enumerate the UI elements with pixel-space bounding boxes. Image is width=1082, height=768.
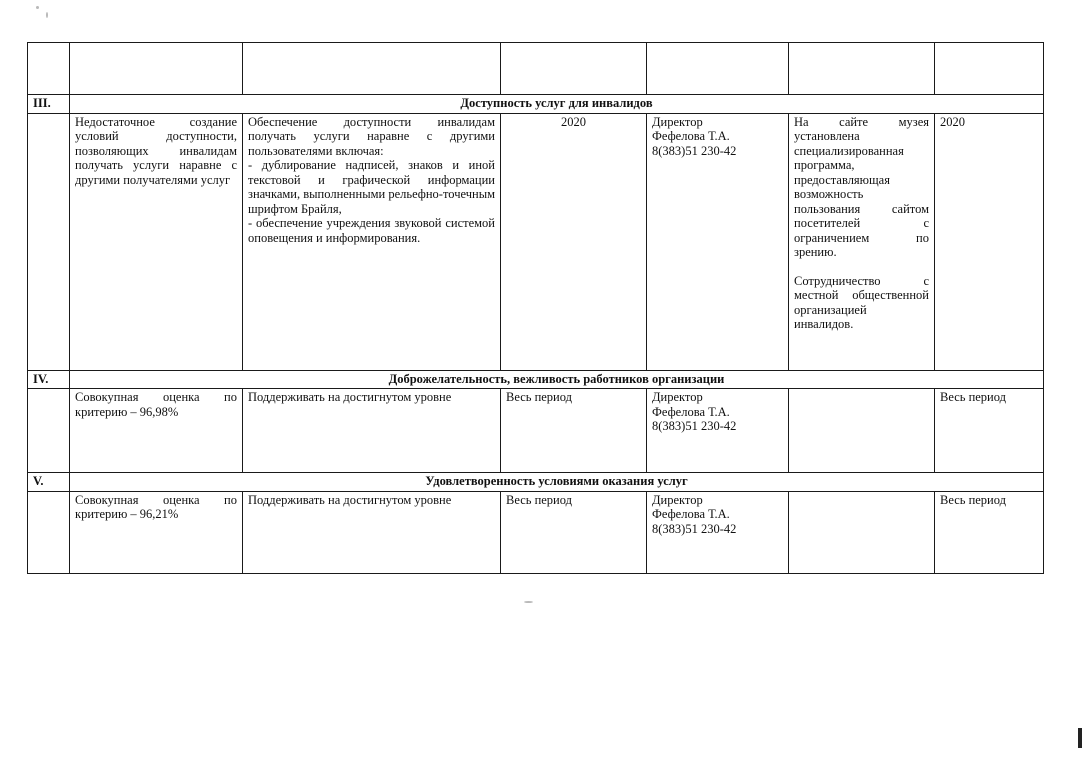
actual-date-cell: Весь период [935, 389, 1044, 473]
section-title: Удовлетворенность условиями оказания услуг [70, 473, 1044, 492]
deadline-cell: Весь период [501, 491, 647, 573]
implemented-measures-cell [789, 491, 935, 573]
empty-cell [28, 389, 70, 473]
responsible-title: Директор [652, 492, 703, 507]
responsible-title: Директор [652, 390, 703, 404]
improvement-plan-table [27, 42, 1044, 574]
header-cell [70, 43, 243, 95]
section-number: IV. [28, 370, 70, 389]
section-number: III. [28, 95, 70, 114]
shortcoming-cell: Совокупная оценка по критерию – 96,21% [70, 491, 243, 573]
responsible-name: Фефелова Т.А. [652, 507, 730, 521]
empty-cell [28, 113, 70, 370]
header-cell [243, 43, 501, 95]
scan-speck [524, 601, 533, 603]
implemented-measures-cell [789, 389, 935, 473]
section-row [28, 473, 1044, 492]
responsible-title: Директор [652, 114, 703, 129]
measures-cell: Поддерживать на достигнутом уровне [243, 491, 501, 573]
measures-cell: Обеспечение доступности инвалидам получать услуги наравне с другими пользователями включая: - дублирование надписей, знаков и иной текстовой и графической информации значками, выполненными рельефно-точечным шрифтом Брайля, - обеспечение учреждения звуковой системой оповещения и информирования. [243, 113, 501, 370]
responsible-cell [647, 113, 789, 370]
header-cell [789, 43, 935, 95]
empty-cell [28, 491, 70, 573]
deadline-cell: Весь период [501, 389, 647, 473]
paragraph-gap [794, 260, 929, 274]
actual-date-cell: 2020 [935, 113, 1044, 370]
table-row [28, 113, 1044, 370]
section-row [28, 370, 1044, 389]
responsible-phone: 8(383)51 230-42 [652, 143, 737, 158]
scan-speck [46, 12, 48, 18]
table-header-row [28, 43, 1044, 95]
header-cell [935, 43, 1044, 95]
shortcoming-cell: Совокупная оценка по критерию – 96,98% [70, 389, 243, 473]
table-row [28, 389, 1044, 473]
responsible-phone: 8(383)51 230-42 [652, 521, 737, 536]
section-title: Доброжелательность, вежливость работников организации [70, 370, 1044, 389]
implemented-measure: Сотрудничество с местной общественной организацией инвалидов. [794, 273, 929, 331]
header-cell [501, 43, 647, 95]
implemented-measures-cell [789, 113, 935, 370]
responsible-phone: 8(383)51 230-42 [652, 419, 737, 433]
section-row [28, 95, 1044, 114]
responsible-cell [647, 491, 789, 573]
responsible-name: Фефелова Т.А. [652, 404, 730, 419]
measures-cell: Поддерживать на достигнутом уровне [243, 389, 501, 473]
responsible-cell [647, 389, 789, 473]
section-number: V. [28, 473, 70, 492]
scan-edge-mark [1078, 728, 1082, 748]
table-row [28, 491, 1044, 573]
section-title: Доступность услуг для инвалидов [70, 95, 1044, 114]
deadline-cell: 2020 [501, 113, 647, 370]
shortcoming-cell: Недостаточное создание условий доступности, позволяющих инвалидам получать услуги наравне с другими получателями услуг [70, 113, 243, 370]
actual-date-cell: Весь период [935, 491, 1044, 573]
implemented-measure: На сайте музея установлена специализированная программа, предоставляющая возможность пользования сайтом посетителей с ограничением по зрению. [794, 114, 929, 259]
header-cell [28, 43, 70, 95]
scan-speck [36, 6, 39, 9]
responsible-name: Фефелова Т.А. [652, 129, 730, 143]
header-cell [647, 43, 789, 95]
